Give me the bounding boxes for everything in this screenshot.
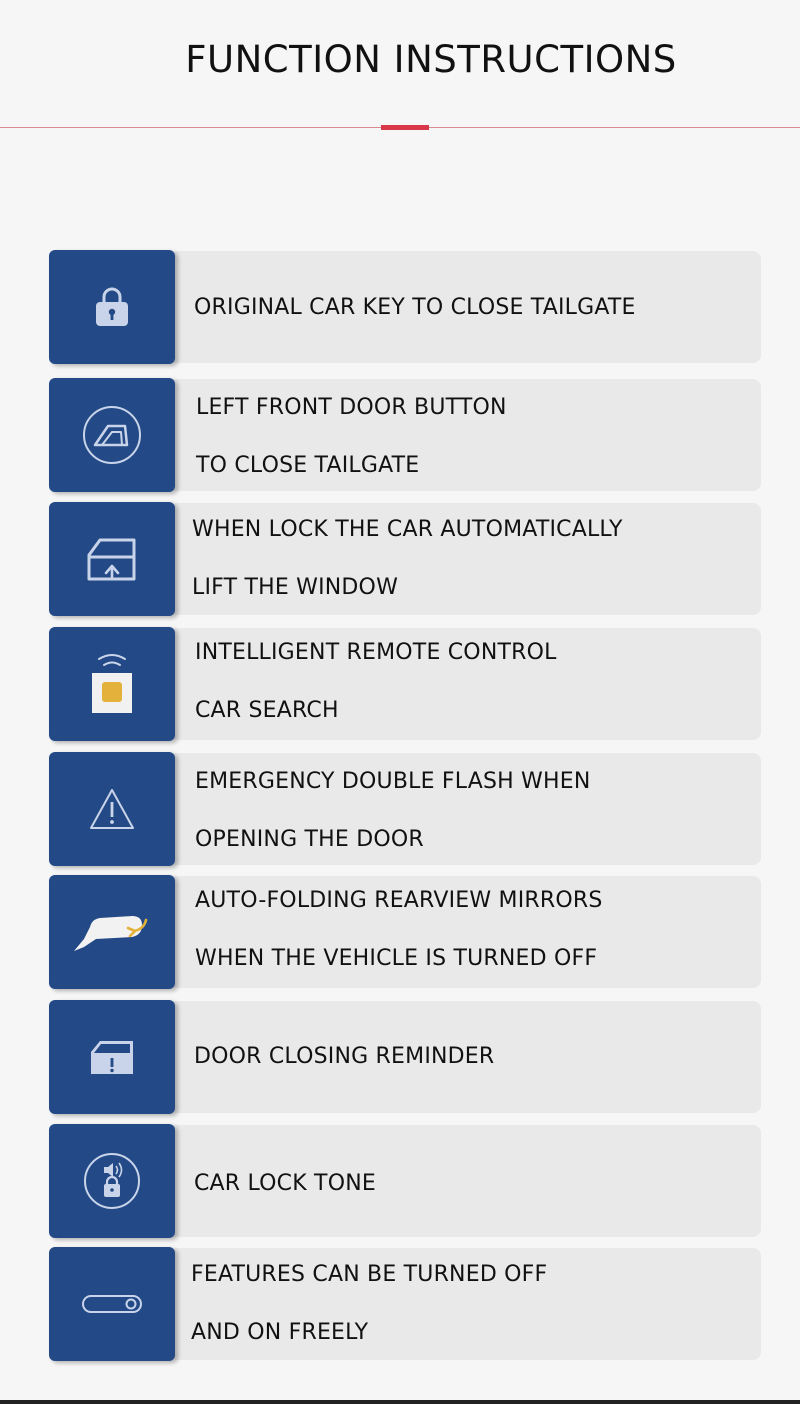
window-lift-icon <box>84 535 140 583</box>
folding-mirror-icon <box>72 909 152 955</box>
feature-icon-tile <box>49 875 175 989</box>
feature-row <box>49 250 761 364</box>
feature-text <box>194 378 754 492</box>
feature-text <box>194 502 754 616</box>
feature-line: CAR LOCK TONE <box>194 1171 376 1196</box>
feature-line: AUTO-FOLDING REARVIEW MIRRORS <box>195 888 603 913</box>
feature-row <box>49 1124 761 1238</box>
feature-line: LIFT THE WINDOW <box>192 575 399 600</box>
feature-icon-tile <box>49 752 175 866</box>
bottom-edge <box>0 1400 800 1404</box>
feature-line: WHEN LOCK THE CAR AUTOMATICALLY <box>192 517 623 542</box>
feature-row <box>49 875 761 989</box>
feature-line: CAR SEARCH <box>195 698 339 723</box>
feature-text <box>194 1124 754 1238</box>
feature-icon-tile <box>49 378 175 492</box>
feature-line: AND ON FREELY <box>191 1320 369 1345</box>
warning-triangle-icon <box>88 787 136 831</box>
tailgate-button-icon <box>81 404 143 466</box>
feature-row <box>49 502 761 616</box>
feature-icon-tile <box>49 1000 175 1114</box>
padlock-icon <box>92 285 132 329</box>
feature-line: FEATURES CAN BE TURNED OFF <box>191 1262 548 1287</box>
feature-line: WHEN THE VEHICLE IS TURNED OFF <box>195 946 598 971</box>
feature-text <box>194 1000 754 1114</box>
feature-icon-tile <box>49 1247 175 1361</box>
feature-icon-tile <box>49 1124 175 1238</box>
door-alert-icon <box>87 1038 137 1076</box>
toggle-switch-icon <box>81 1293 143 1315</box>
feature-text <box>191 1247 754 1361</box>
feature-icon-tile <box>49 250 175 364</box>
feature-line: EMERGENCY DOUBLE FLASH WHEN <box>195 769 591 794</box>
feature-line: DOOR CLOSING REMINDER <box>194 1044 495 1069</box>
feature-icon-tile <box>49 502 175 616</box>
feature-icon-tile <box>49 627 175 741</box>
feature-row <box>49 378 761 492</box>
feature-row <box>49 1000 761 1114</box>
feature-line: ORIGINAL CAR KEY TO CLOSE TAILGATE <box>194 295 636 320</box>
feature-text <box>194 250 754 364</box>
feature-line: TO CLOSE TAILGATE <box>196 453 420 478</box>
feature-row <box>49 627 761 741</box>
lock-tone-icon <box>82 1151 142 1211</box>
feature-line: INTELLIGENT REMOTE CONTROL <box>195 640 557 665</box>
page-title: FUNCTION INSTRUCTIONS <box>185 38 677 81</box>
feature-line: LEFT FRONT DOOR BUTTON <box>196 395 507 420</box>
feature-text <box>194 875 754 989</box>
feature-row <box>49 752 761 866</box>
header <box>0 0 800 130</box>
feature-line: OPENING THE DOOR <box>195 827 424 852</box>
feature-text <box>194 752 754 866</box>
title-divider-accent <box>381 125 429 130</box>
remote-signal-icon <box>87 651 137 717</box>
feature-text <box>194 627 754 741</box>
feature-row <box>49 1247 761 1361</box>
